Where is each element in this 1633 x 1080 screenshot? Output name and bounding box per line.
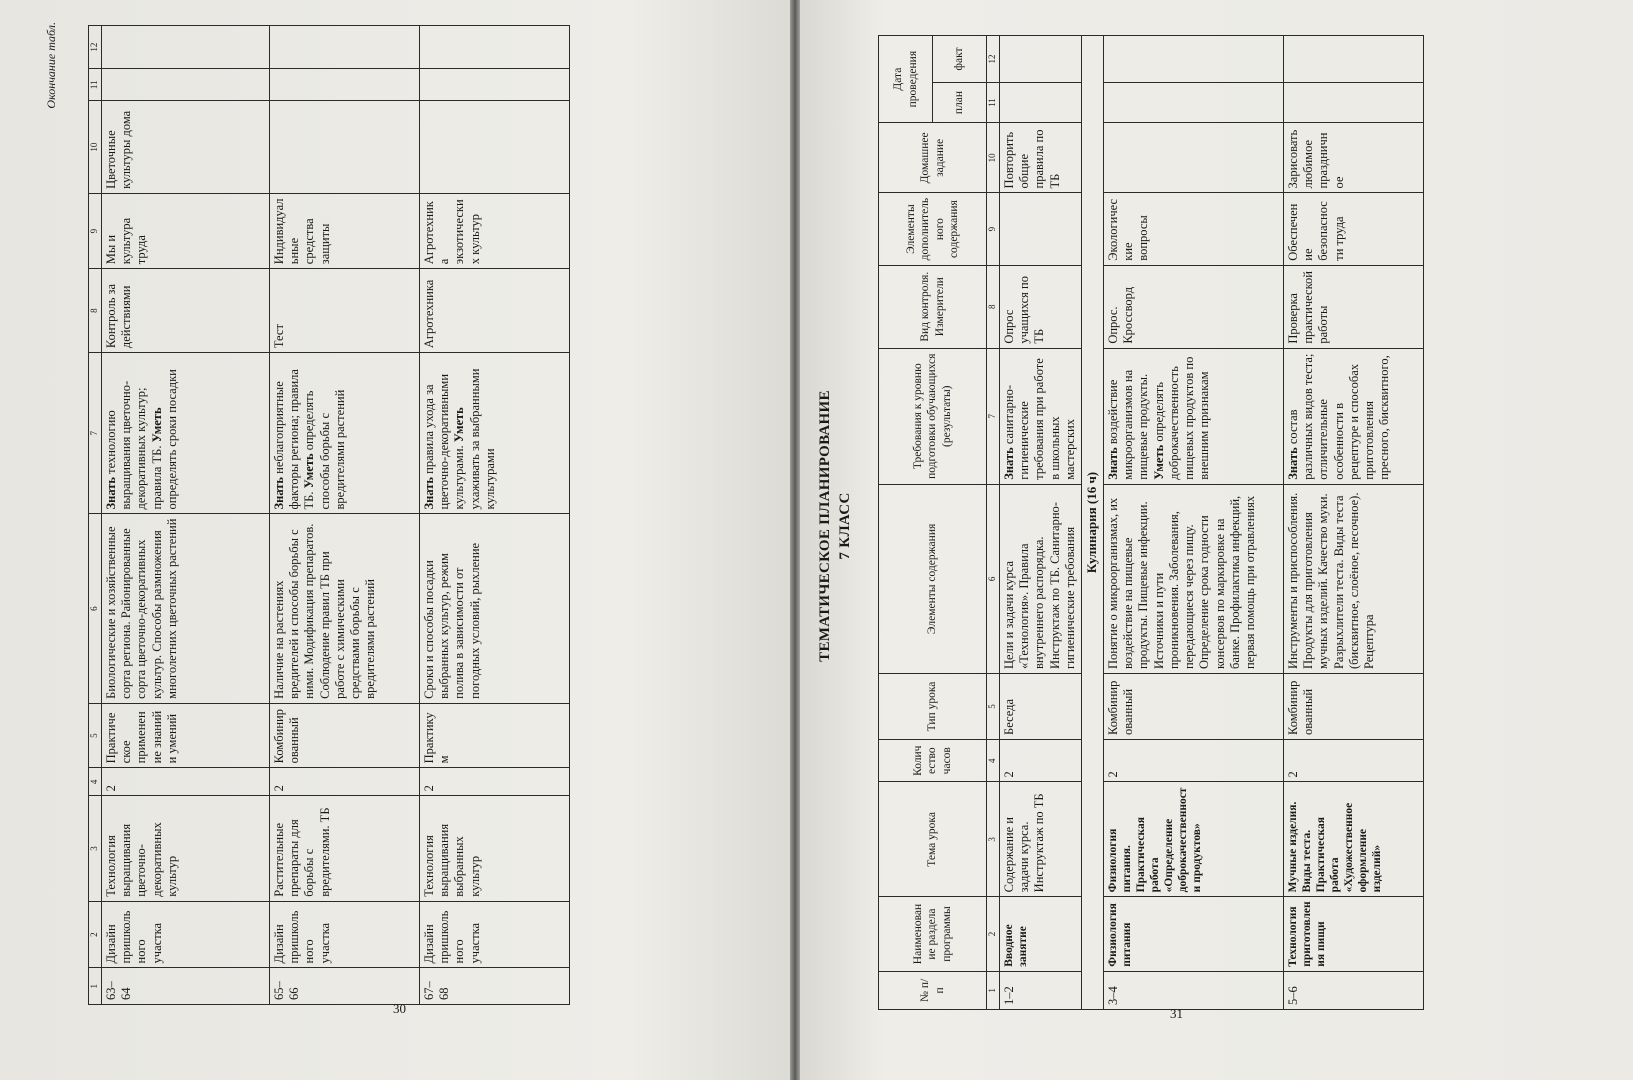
lesson-type: Практикум (419, 703, 569, 768)
col-num: 7 (987, 348, 1000, 484)
content-elements: Инструменты и приспособления. Продукты для приготовления мучных изделий. Качество муки. Разрыхлители теста. Виды теста (бисквитное, слоёное, песочное). Рецептура (1283, 484, 1423, 673)
lesson-topic: Содержание и задачи курса. Инструктаж по ТБ (999, 782, 1081, 897)
section-name: Дизайн пришкольного участка (269, 901, 419, 968)
requirements (1103, 348, 1283, 484)
date-fact (999, 36, 1081, 83)
req-know: Знать (103, 476, 118, 510)
extra-content: Индивидуальные средства защиты (269, 193, 419, 268)
req-know: Знать (271, 476, 286, 510)
header-no: № п/п (879, 971, 987, 1009)
section-name: Физиология питания (1103, 897, 1283, 971)
col-num: 2 (987, 897, 1000, 971)
req-can: Уметь (1151, 444, 1166, 480)
page-title: ТЕМАТИЧЕСКОЕ ПЛАНИРОВАНИЕ (817, 390, 833, 662)
content-elements: Понятие о микроорганизмах, их воздействие на пищевые продукты. Пищевые инфекции. Источники и пути проникновения. Заболевания, передающиеся через пищу. Определение срока годности консервов по маркировке на банке. Профилактика инфекций, первая помощь при отравлениях (1103, 484, 1283, 673)
section-name: Вводное занятие (999, 897, 1081, 971)
extra-content: Мы и культура труда (101, 193, 269, 268)
lesson-type: Практическое применение знаний и умений (101, 703, 269, 768)
row-number: 65–66 (269, 968, 419, 1005)
col-num: 12 (89, 26, 102, 69)
lesson-topic: Растительные препараты для борьбы с вредителями. ТБ (269, 796, 419, 901)
lesson-topic: Технология выращивания выбранных культур (419, 796, 569, 901)
col-num: 8 (89, 269, 102, 353)
continuation-note: Окончание табл. (44, 22, 58, 109)
page-number: 31 (1170, 1006, 1183, 1021)
content-elements: Биологические и хозяйственные сорта региона. Районированные сорта цветочно-декоративных культур. Способы размножения многолетних цветочных растений (101, 514, 269, 703)
col-num: 4 (987, 739, 1000, 782)
table-row (269, 26, 419, 1005)
req-know: Знать (1001, 447, 1016, 480)
table-row (101, 26, 269, 1005)
header-date: Дата проведения (879, 36, 933, 123)
requirements (419, 353, 569, 514)
control-type: Опрос учащихся по ТБ (999, 265, 1081, 348)
left-page (0, 0, 790, 1080)
homework (1103, 123, 1283, 193)
row-number: 3–4 (1103, 971, 1283, 1009)
req-text: определять сроки посадки (164, 369, 179, 510)
right-column-number-row (987, 36, 1000, 1010)
col-num: 1 (987, 971, 1000, 1009)
control-type: Тест (269, 269, 419, 353)
date-fact (1103, 36, 1283, 83)
hours: 2 (999, 739, 1081, 782)
col-num: 10 (89, 101, 102, 194)
hours: 2 (1103, 739, 1283, 782)
section-title: Кулинария (16 ч) (1081, 36, 1103, 1010)
req-can: Уметь (302, 453, 317, 489)
row-number: 5–6 (1283, 971, 1423, 1009)
header-fact: факт (933, 36, 987, 83)
req-text: санитарно-гигиенические требования при работе в школьных мастерских (1001, 358, 1077, 480)
row-number: 63–64 (101, 968, 269, 1005)
col-num: 5 (89, 703, 102, 768)
homework (419, 101, 569, 194)
header-homework: Домашнее задание (879, 123, 987, 193)
req-know: Знать (1105, 447, 1120, 480)
content-elements: Цели и задачи курса «Технология». Правила внутреннего распорядка. Инструктаж по ТБ. Санитарно-гигиенические требования (999, 484, 1081, 673)
hours: 2 (269, 768, 419, 796)
requirements (269, 353, 419, 514)
col-num: 11 (987, 82, 1000, 122)
lesson-topic: Мучные изделия. Виды теста. Практическая работа «Художественное оформление изделий» (1283, 782, 1423, 897)
extra-content: Обеспечение безопасности труда (1283, 193, 1423, 265)
date-plan (999, 82, 1081, 122)
date-fact (1283, 36, 1423, 83)
col-num: 9 (987, 193, 1000, 265)
header-requirements: Требования к уровню подготовки обучающихся (результаты) (879, 348, 987, 484)
req-know: Знать (1285, 447, 1300, 480)
col-num: 7 (89, 353, 102, 514)
col-num: 12 (987, 36, 1000, 83)
col-num: 3 (89, 796, 102, 901)
left-column-number-row (89, 26, 102, 1005)
lesson-type: Беседа (999, 674, 1081, 740)
header-content: Элементы содержания (879, 484, 987, 673)
homework: Повторить общие правила по ТБ (999, 123, 1081, 193)
section-name: Дизайн пришкольного участка (101, 901, 269, 968)
homework: Зарисовать любимое праздничное (1283, 123, 1423, 193)
left-table (88, 25, 570, 1005)
date-plan (1283, 82, 1423, 122)
header-topic: Тема урока (879, 782, 987, 897)
right-table (878, 35, 1424, 1010)
lesson-topic: Физиология питания. Практическая работа «Определение доброкачественности продуктов» (1103, 782, 1283, 897)
col-num: 11 (89, 69, 102, 101)
hours: 2 (1283, 739, 1423, 782)
hours: 2 (419, 768, 569, 796)
requirements (1283, 348, 1423, 484)
req-know: Знать (421, 476, 436, 510)
req-text: определять доброкачественность пищевых продуктов по внешним признакам (1151, 356, 1212, 480)
section-name: Технология приготовления пищи (1283, 897, 1423, 971)
req-can: Уметь (452, 407, 467, 443)
req-text: технологию выращивания цветочно-декоративных культур; правила ТБ. (103, 380, 164, 510)
content-elements: Наличие на растениях вредителей и способы борьбы с ними. Модификация препаратов. Соблюдение правил ТБ при работе с химическими средствами борьбы с вредителями растений (269, 514, 419, 703)
col-num: 2 (89, 901, 102, 968)
col-num: 5 (987, 674, 1000, 740)
lesson-type: Комбинированный (1283, 674, 1423, 740)
left-table-rotated (88, 25, 608, 1005)
requirements (999, 348, 1081, 484)
control-type: Опрос. Кроссворд (1103, 265, 1283, 348)
col-num: 8 (987, 265, 1000, 348)
header-extra: Элементы дополнительного содержания (879, 193, 987, 265)
req-text: неблагоприятные факторы региона; правила ТБ. (271, 369, 317, 510)
req-text: ухаживать за выбранными культурами (467, 368, 497, 510)
section-name: Дизайн пришкольного участка (419, 901, 569, 968)
lesson-topic: Технология выращивания цветочно-декоративных культур (101, 796, 269, 901)
table-row (419, 26, 569, 1005)
extra-content: Экологические вопросы (1103, 193, 1283, 265)
req-text: состав различных видов теста; отличительные особенности в рецептуре и способах приготовления пресного, бисквитного, (1285, 353, 1392, 480)
hours: 2 (101, 768, 269, 796)
control-type: Контроль за действиями (101, 269, 269, 353)
header-hours: Количество часов (879, 739, 987, 782)
header-type: Тип урока (879, 674, 987, 740)
control-type: Агротехника (419, 269, 569, 353)
book-gutter (790, 0, 800, 1080)
req-text: воздействие микроорганизмов на пищевые продукты. (1105, 369, 1151, 480)
col-num: 1 (89, 968, 102, 1005)
section-title-row (1081, 36, 1103, 1010)
content-elements: Сроки и способы посадки выбранных культур, режим полива в зависимости от погодных условий, рыхление (419, 514, 569, 703)
date-fact (101, 26, 269, 69)
page-subtitle: 7 КЛАСС (837, 492, 854, 560)
page-number: 30 (393, 1001, 406, 1016)
date-fact (269, 26, 419, 69)
date-plan (101, 69, 269, 101)
req-text: определять способы борьбы с вредителями растений (302, 389, 347, 510)
row-number: 67–68 (419, 968, 569, 1005)
col-num: 6 (987, 484, 1000, 673)
header-control: Вид контроля. Измерители (879, 265, 987, 348)
table-row (1103, 36, 1283, 1010)
table-row (999, 36, 1081, 1010)
date-plan (419, 69, 569, 101)
col-num: 3 (987, 782, 1000, 897)
row-number: 1–2 (999, 971, 1081, 1009)
col-num: 6 (89, 514, 102, 703)
page-title-block (815, 336, 856, 716)
date-plan (1103, 82, 1283, 122)
header-section: Наименование раздела программы (879, 897, 987, 971)
homework: Цветочные культуры дома (101, 101, 269, 194)
extra-content: Агротехника экзотических культур (419, 193, 569, 268)
req-can: Уметь (149, 407, 164, 443)
col-num: 4 (89, 768, 102, 796)
homework (269, 101, 419, 194)
table-row (1283, 36, 1423, 1010)
right-table-rotated (878, 35, 1510, 1010)
header-row (879, 36, 933, 1010)
extra-content (999, 193, 1081, 265)
col-num: 10 (987, 123, 1000, 193)
requirements (101, 353, 269, 514)
date-fact (419, 26, 569, 69)
control-type: Проверка практической работы (1283, 265, 1423, 348)
col-num: 9 (89, 193, 102, 268)
req-text: правила ухода за цветочно-декоративными культурами. (421, 373, 467, 510)
lesson-type: Комбинированный (1103, 674, 1283, 740)
header-plan: план (933, 82, 987, 122)
lesson-type: Комбинированный (269, 703, 419, 768)
date-plan (269, 69, 419, 101)
